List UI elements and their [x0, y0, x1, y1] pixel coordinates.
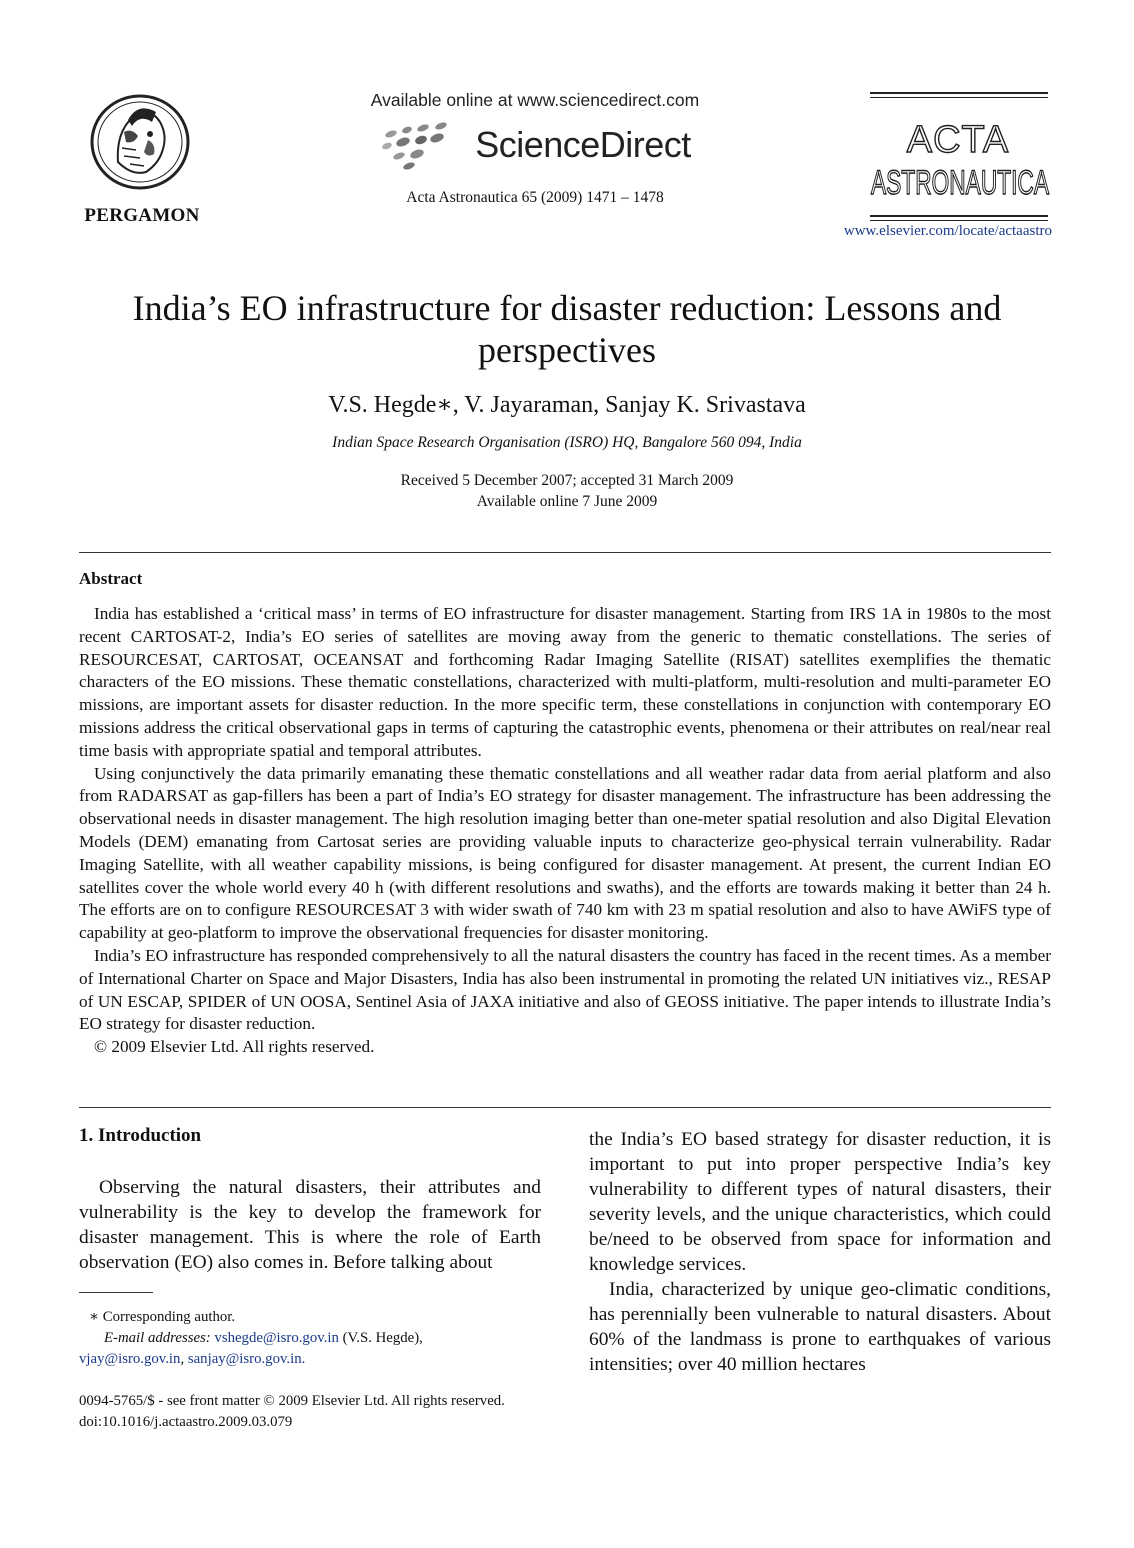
email-label: E-mail addresses:: [104, 1330, 211, 1346]
footnote-rule: [79, 1292, 153, 1293]
email-link-hegde[interactable]: vshegde@isro.gov.in: [214, 1330, 339, 1346]
abstract-bottom-rule: [79, 1107, 1051, 1108]
logo-bottom-rule: [870, 215, 1048, 221]
abstract-heading: Abstract: [79, 569, 143, 588]
logo-top-rule: [870, 92, 1048, 98]
available-online-text: Available online at www.sciencedirect.com: [370, 90, 700, 110]
email-note-continued: [79, 1349, 549, 1370]
available-online-date: Available online 7 June 2009: [476, 493, 658, 510]
logo-text-astronautica: ASTRONAUTICA: [871, 164, 1050, 202]
received-accepted-date: Received 5 December 2007; accepted 31 March 2009: [400, 472, 734, 489]
article-dates: [100, 470, 1034, 512]
abstract-paragraph: Using conjunctively the data primarily emanating these thematic constellations and all weather radar data from aerial platform and also from RADARSAT as gap-fillers has been a part of India’s EO strategy for disaster management. The infrastructure has been addressing the observational needs in disaster management. The high resolution imaging better than one-meter spatial resolution and also Digital Elevation Models (DEM) emanating from Cartosat series are providing valuable inputs to characterize geo-physical terrain vulnerability. Radar Imaging Satellite, with all weather capability missions, is being configured for disaster management. At present, the current Indian EO satellites cover the whole world every 40 h (with different resolutions and swaths), and the efforts are towards making it better than 24 h. The efforts are on to configure RESOURCESAT 3 with wider swath of 740 km with 23 m spatial resolution and also to have AWiFS type of capability at geo-platform to improve the observational frequencies for disaster monitoring.: [79, 763, 1051, 943]
footnotes: [79, 1307, 549, 1370]
email-link-srivastava[interactable]: sanjay@isro.gov.in.: [187, 1351, 306, 1367]
publisher-block: [78, 92, 208, 227]
abstract-body: [79, 603, 1051, 1059]
doi-line: doi:10.1016/j.actaastro.2009.03.079: [79, 1414, 293, 1430]
author-affiliation: Indian Space Research Organisation (ISRO) HQ, Bangalore 560 094, India: [332, 434, 802, 451]
article-title: India’s EO infrastructure for disaster reduction: Lessons and perspectives: [132, 288, 1002, 370]
intro-paragraph: India, characterized by unique geo-climatic conditions, has perennially been vulnerable to natural disasters. About 60% of the landmass is prone to earthquakes of various intensities; over 40 million hectares: [589, 1279, 1051, 1375]
sciencedirect-wordmark: ScienceDirect: [475, 124, 691, 165]
email-note: [79, 1328, 549, 1349]
email-owner-hegde: (V.S. Hegde),: [342, 1330, 423, 1346]
journal-logo-block: [870, 92, 1052, 221]
intro-paragraph: the India’s EO based strategy for disaster reduction, it is important to put into proper perspective India’s key vulnerability to different types of natural disasters, their severity levels, and the unique characteristics, which could be/need to be observed from space for information and knowledge services.: [589, 1129, 1051, 1275]
journal-reference: Acta Astronautica 65 (2009) 1471 – 1478: [406, 189, 664, 206]
corresponding-author-note: ∗ Corresponding author.: [89, 1309, 236, 1325]
email-separator: ,: [180, 1351, 188, 1367]
journal-url-link[interactable]: www.elsevier.com/locate/actaastro: [843, 223, 1052, 239]
pergamon-emblem-icon: [88, 92, 192, 192]
issn-line: 0094-5765/$ - see front matter © 2009 Elsevier Ltd. All rights reserved.: [79, 1393, 505, 1409]
center-header: [330, 90, 740, 207]
acta-astronautica-logo: [870, 114, 1052, 200]
abstract-top-rule: [79, 552, 1051, 553]
email-link-jayaraman[interactable]: vjay@isro.gov.in: [79, 1351, 181, 1367]
sciencedirect-logo: [330, 117, 740, 173]
logo-text-acta: ACTA: [906, 119, 1010, 161]
publisher-name: PERGAMON: [84, 205, 200, 226]
sciencedirect-dots-icon: [379, 120, 471, 170]
author-list: V.S. Hegde∗, V. Jayaraman, Sanjay K. Srivastava: [328, 392, 806, 418]
left-column: [79, 1125, 541, 1275]
introduction-heading: 1. Introduction: [79, 1125, 202, 1146]
front-matter: [79, 1391, 599, 1433]
abstract-paragraph: India has established a ‘critical mass’ in terms of EO infrastructure for disaster management. Starting from IRS 1A in 1980s to the most recent CARTOSAT-2, India’s EO series of satellites are moving away from the generic to thematic constellations. The series of RESOURCESAT, CARTOSAT, OCEANSAT and forthcoming Radar Imaging Satellite (RISAT) satellites exemplifies the thematic characters of the EO missions. These thematic constellations, characterized with multi-platform, multi-resolution and multi-parameter EO missions, are important assets for disaster reduction. In the more specific term, these constellations in conjunction with contemporary EO missions address the critical observational gaps in terms of capturing the catastrophic events, phenomena or their attributes on real/near real time basis with appropriate spatial and temporal attributes.: [79, 604, 1051, 760]
abstract-paragraph: India’s EO infrastructure has responded comprehensively to all the natural disasters the country has faced in the recent times. As a member of International Charter on Space and Major Disasters, India has also been instrumental in promoting the related UN initiatives viz., RESAP of UN ESCAP, SPIDER of UN OOSA, Sentinel Asia of JAXA initiative and also of GEOSS initiative. The paper intends to illustrate India’s EO strategy for disaster reduction.: [79, 945, 1051, 1034]
intro-paragraph: Observing the natural disasters, their attributes and vulnerability is the key to develop the framework for disaster management. This is where the role of Earth observation (EO) also comes in. Before talking about: [79, 1177, 541, 1273]
right-column: [589, 1127, 1051, 1377]
abstract-copyright: © 2009 Elsevier Ltd. All rights reserved.: [94, 1037, 375, 1057]
